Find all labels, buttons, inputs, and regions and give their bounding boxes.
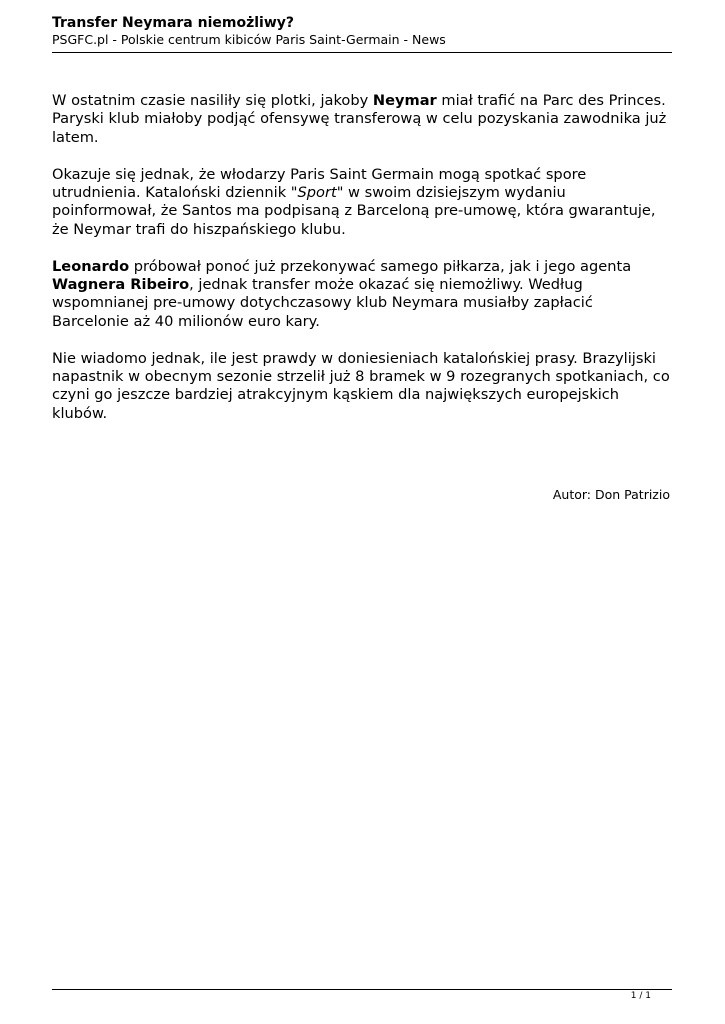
paragraph-4 bbox=[52, 350, 674, 424]
paragraph-1-text-a: W ostatnim czasie nasiliły się plotki, jakoby bbox=[52, 92, 373, 109]
article-body bbox=[52, 92, 674, 442]
paragraph-2 bbox=[52, 166, 674, 240]
paragraph-2-text-a: Okazuje się jednak, że włodarzy Paris Saint Germain mogą spotkać spore utrudnienia. Kataloński dziennik " bbox=[52, 165, 587, 202]
paragraph-3-text-b: , jednak transfer może okazać się niemożliwy. Według wspomnianej pre-umowy dotychczasowy klub Neymara musiałby zapłacić Barcelonie aż 40 milionów euro kary. bbox=[52, 276, 593, 330]
article-author: Autor: Don Patrizio bbox=[552, 487, 670, 502]
paragraph-4-text: Nie wiadomo jednak, ile jest prawdy w doniesieniach katalońskiej prasy. Brazylijski napastnik w obecnym sezonie strzelił już 8 bramek w 9 rozegranych spotkaniach, co czyni go jeszcze bardziej atrakcyjnym kąskiem dla największych europejskich klubów. bbox=[52, 349, 670, 422]
paragraph-1 bbox=[52, 92, 674, 147]
footer-divider bbox=[52, 989, 672, 990]
article-title: Transfer Neymara niemożliwy? bbox=[52, 15, 295, 31]
newspaper-name-italic: Sport bbox=[297, 184, 337, 202]
paragraph-3 bbox=[52, 258, 674, 332]
player-name-bold: Neymar bbox=[372, 92, 437, 109]
header-divider bbox=[52, 52, 672, 53]
paragraph-3-text-a: próbował ponoć już przekonywać samego piłkarza, jak i jego agenta bbox=[129, 257, 632, 275]
page-number: 1 / 1 bbox=[630, 991, 651, 1001]
paragraph-1-text-b: miał trafić na Parc des Princes. Paryski klub miałoby podjąć ofensywę transferową w celu pozyskania zawodnika już latem. bbox=[52, 92, 667, 146]
site-subtitle: PSGFC.pl - Polskie centrum kibiców Paris Saint-Germain - News bbox=[52, 32, 446, 47]
agent-name-bold: Wagnera Ribeiro bbox=[52, 276, 190, 294]
paragraph-2-text-b: " w swoim dzisiejszym wydaniu poinformował, że Santos ma podpisaną z Barceloną pre-umowę, która gwarantuje, że Neymar trafi do hiszpańskiego klubu. bbox=[52, 184, 656, 238]
director-name-bold: Leonardo bbox=[52, 257, 130, 275]
document-header bbox=[52, 14, 672, 48]
